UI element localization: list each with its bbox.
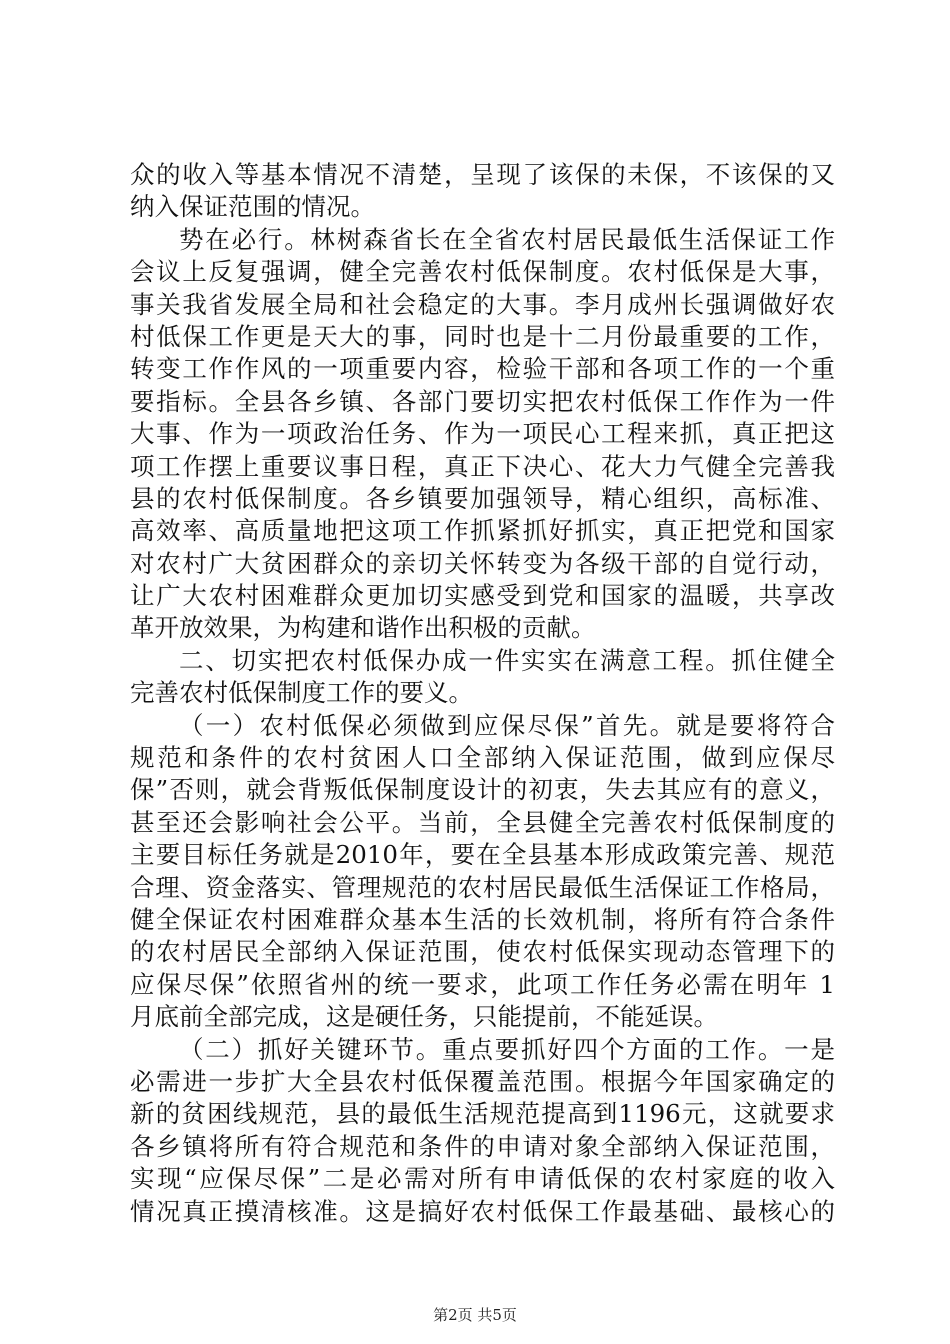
page-footer: 第2页 共5页 <box>433 1306 517 1324</box>
text-line: 纳入保证范围的情况。 <box>130 192 375 222</box>
text-line: 革开放效果，为构建和谐作出积极的贡献。 <box>130 613 596 643</box>
text-line: 转变工作作风的一项重要内容，检验干部和各项工作的一个重 <box>130 354 835 384</box>
text-line: 实现“应保尽保”二是必需对所有申请低保的农村家庭的收入 <box>130 1164 835 1194</box>
text-line: 高效率、高质量地把这项工作抓紧抓好抓实，真正把党和国家 <box>130 516 835 546</box>
text-line: 二、切实把农村低保办成一件实实在满意工程。抓住健全 <box>179 645 835 675</box>
text-line: 月底前全部完成，这是硬任务，只能提前，不能延误。 <box>130 1002 718 1032</box>
text-line: （二）抓好关键环节。重点要抓好四个方面的工作。一是 <box>179 1034 835 1064</box>
text-line: 村低保工作更是天大的事，同时也是十二月份最重要的工作， <box>130 321 835 351</box>
text-line: 保”否则，就会背叛低保制度设计的初衷，失去其应有的意义， <box>130 775 835 805</box>
text-line: 会议上反复强调，健全完善农村低保制度。农村低保是大事， <box>130 257 835 287</box>
text-line: （一）农村低保必须做到应保尽保”首先。就是要将符合 <box>179 710 835 740</box>
text-line: 让广大农村困难群众更加切实感受到党和国家的温暖，共享改 <box>130 581 835 611</box>
text-line: 情况真正摸清核准。这是搞好农村低保工作最基础、最核心的 <box>130 1196 835 1226</box>
text-line: 县的农村低保制度。各乡镇要加强领导，精心组织，高标准、 <box>130 483 835 513</box>
text-line: 应保尽保”依照省州的统一要求，此项工作任务必需在明年 1 <box>130 969 835 999</box>
text-line: 势在必行。林树森省长在全省农村居民最低生活保证工作 <box>179 224 835 254</box>
text-line: 各乡镇将所有符合规范和条件的申请对象全部纳入保证范围， <box>130 1131 835 1161</box>
text-line: 新的贫困线规范，县的最低生活规范提高到1196元，这就要求 <box>130 1099 835 1129</box>
text-line: 健全保证农村困难群众基本生活的长效机制，将所有符合条件 <box>130 904 835 934</box>
text-line: 事关我省发展全局和社会稳定的大事。李月成州长强调做好农 <box>130 289 835 319</box>
text-line: 众的收入等基本情况不清楚，呈现了该保的未保，不该保的又 <box>130 160 835 189</box>
text-line: 要指标。全县各乡镇、各部门要切实把农村低保工作作为一件 <box>130 386 835 416</box>
document-body <box>130 159 835 1228</box>
text-line: 大事、作为一项政治任务、作为一项民心工程来抓，真正把这 <box>130 419 835 449</box>
text-line: 项工作摆上重要议事日程，真正下决心、花大力气健全完善我 <box>130 451 835 481</box>
text-line: 甚至还会影响社会公平。当前，全县健全完善农村低保制度的 <box>130 807 835 837</box>
text-line: 规范和条件的农村贫困人口全部纳入保证范围，做到应保尽 <box>130 743 835 773</box>
text-line: 合理、资金落实、管理规范的农村居民最低生活保证工作格局， <box>130 872 835 902</box>
text-line: 必需进一步扩大全县农村低保覆盖范围。根据今年国家确定的 <box>130 1066 835 1096</box>
text-line: 完善农村低保制度工作的要义。 <box>130 678 473 708</box>
text-line: 主要目标任务就是2010年，要在全县基本形成政策完善、规范 <box>130 840 835 870</box>
text-line: 的农村居民全部纳入保证范围，使农村低保实现动态管理下的 <box>130 937 835 967</box>
text-line: 对农村广大贫困群众的亲切关怀转变为各级干部的自觉行动， <box>130 548 835 578</box>
